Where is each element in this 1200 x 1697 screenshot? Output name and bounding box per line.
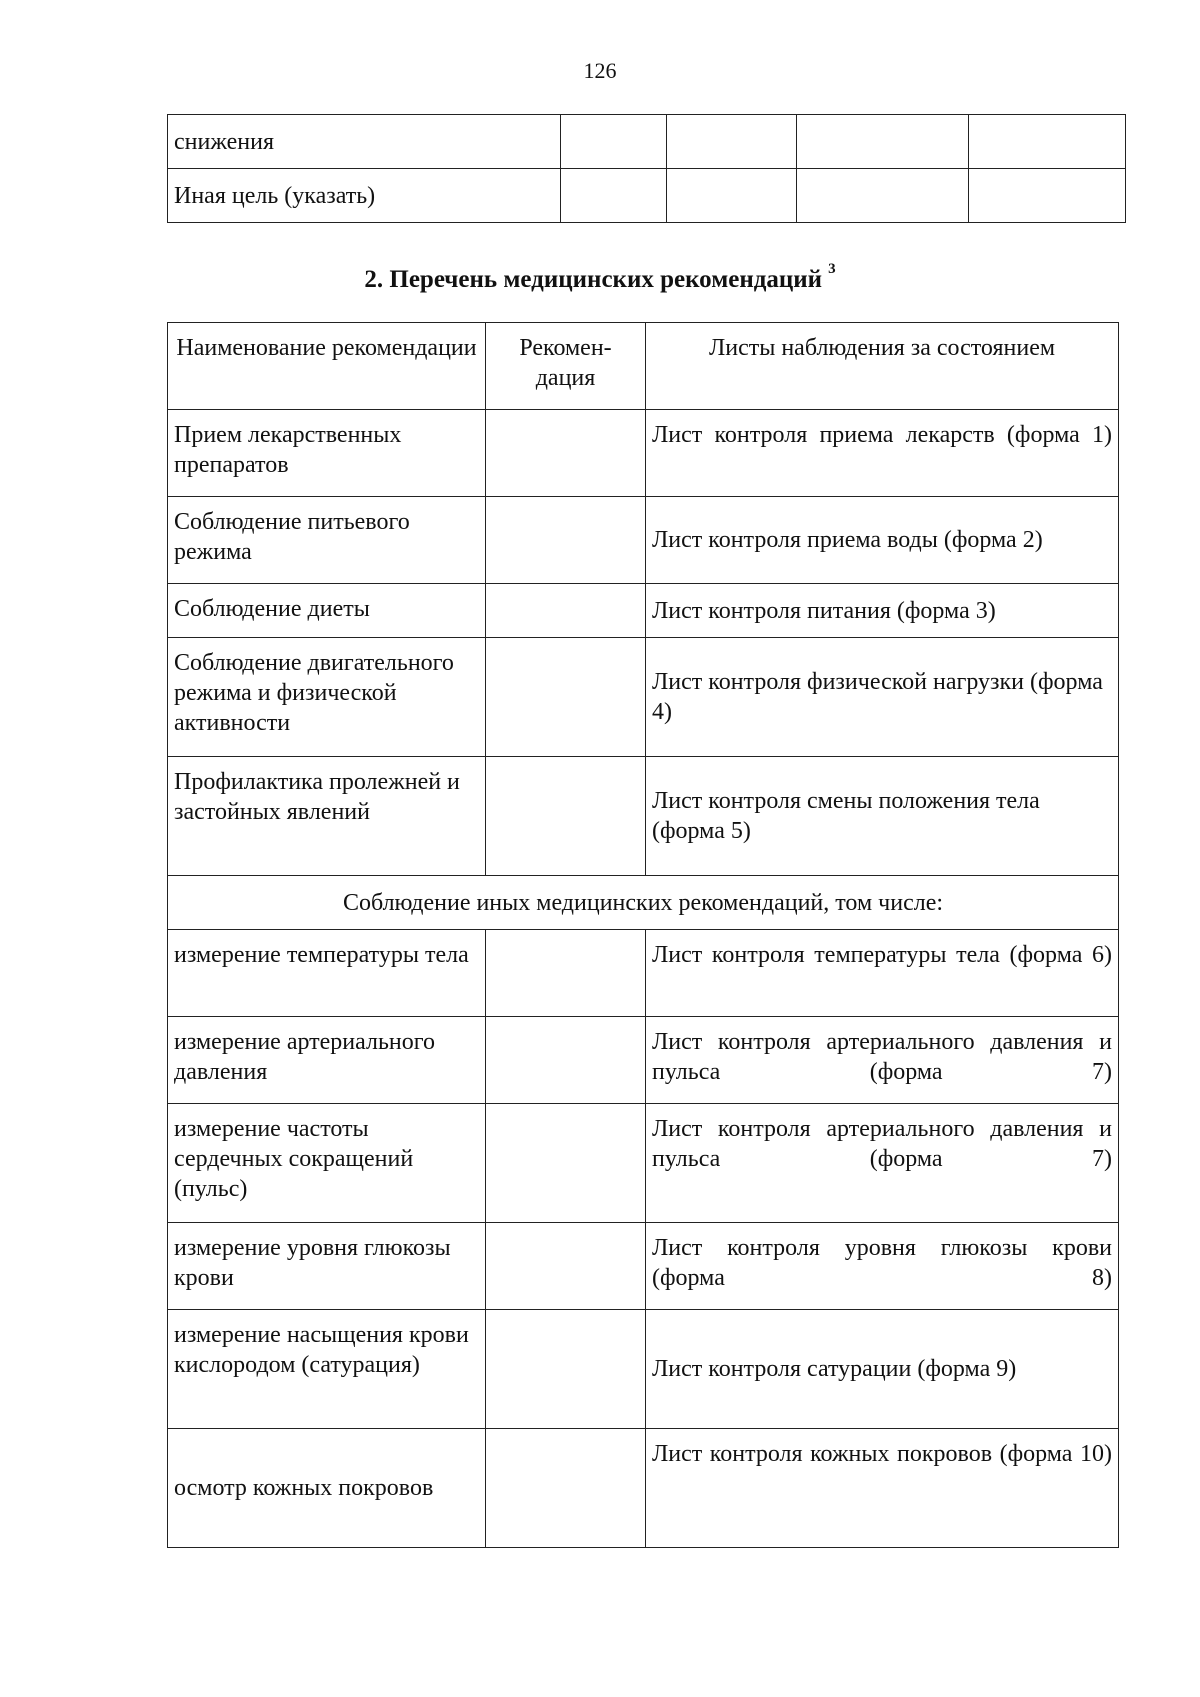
table-row [168, 1310, 1119, 1429]
observation-sheet: Лист контроля артериального давления и пульса (форма 7) [646, 1017, 1119, 1104]
section-title [0, 254, 1200, 295]
table-cell[interactable] [667, 115, 797, 169]
header-recommendation: Рекомен-дация [486, 323, 646, 410]
section-row-label: Соблюдение иных медицинских рекомендаций, том числе: [168, 876, 1119, 930]
recommendation-value-cell[interactable] [486, 497, 646, 584]
table-row [168, 584, 1119, 638]
observation-sheet: Лист контроля питания (форма 3) [646, 584, 1119, 638]
recommendation-value-cell[interactable] [486, 410, 646, 497]
table-row [168, 410, 1119, 497]
recommendation-name: Соблюдение диеты [168, 584, 486, 638]
observation-sheet: Лист контроля артериального давления и пульса (форма 7) [646, 1104, 1119, 1223]
header-name: Наименование рекомендации [168, 323, 486, 410]
observation-sheet: Лист контроля температуры тела (форма 6) [646, 930, 1119, 1017]
table-row [168, 1223, 1119, 1310]
table-row [168, 1429, 1119, 1548]
table-cell[interactable] [797, 115, 969, 169]
section-title-text: 2. Перечень медицинских рекомендаций [364, 266, 823, 293]
goals-table-continued [167, 114, 1126, 223]
recommendation-value-cell[interactable] [486, 1429, 646, 1548]
recommendation-value-cell[interactable] [486, 930, 646, 1017]
table-row [168, 169, 1126, 223]
recommendation-value-cell[interactable] [486, 1310, 646, 1429]
recommendation-value-cell[interactable] [486, 1223, 646, 1310]
table-header-row [168, 323, 1119, 410]
recommendation-name: измерение артериального давления [168, 1017, 486, 1104]
footnote-marker: 3 [828, 261, 836, 277]
recommendation-name: измерение частоты сердечных сокращений (пульс) [168, 1104, 486, 1223]
recommendation-name: измерение уровня глюкозы крови [168, 1223, 486, 1310]
recommendation-name: Профилактика пролежней и застойных явлений [168, 757, 486, 876]
table-row [168, 757, 1119, 876]
page-number: 126 [583, 58, 617, 83]
observation-sheet: Лист контроля приема лекарств (форма 1) [646, 410, 1119, 497]
recommendation-name: Соблюдение питьевого режима [168, 497, 486, 584]
observation-sheet: Лист контроля приема воды (форма 2) [646, 497, 1119, 584]
table-row [168, 497, 1119, 584]
recommendation-name: Соблюдение двигательного режима и физической активности [168, 638, 486, 757]
goal-label: снижения [168, 115, 561, 169]
table-cell[interactable] [561, 115, 667, 169]
table-cell[interactable] [797, 169, 969, 223]
header-sheets: Листы наблюдения за состоянием [646, 323, 1119, 410]
observation-sheet: Лист контроля кожных покровов (форма 10) [646, 1429, 1119, 1548]
recommendations-table [167, 322, 1119, 1548]
recommendation-value-cell[interactable] [486, 638, 646, 757]
table-section-row [168, 876, 1119, 930]
table-cell[interactable] [969, 115, 1126, 169]
recommendation-value-cell[interactable] [486, 757, 646, 876]
recommendation-value-cell[interactable] [486, 1017, 646, 1104]
recommendation-name: измерение насыщения крови кислородом (сатурация) [168, 1310, 486, 1429]
recommendation-value-cell[interactable] [486, 1104, 646, 1223]
observation-sheet: Лист контроля уровня глюкозы крови (форма 8) [646, 1223, 1119, 1310]
table-row [168, 115, 1126, 169]
table-row [168, 930, 1119, 1017]
table-cell[interactable] [969, 169, 1126, 223]
recommendation-name: Прием лекарственных препаратов [168, 410, 486, 497]
recommendation-name: осмотр кожных покровов [168, 1429, 486, 1548]
observation-sheet: Лист контроля физической нагрузки (форма 4) [646, 638, 1119, 757]
observation-sheet: Лист контроля смены положения тела (форма 5) [646, 757, 1119, 876]
table-row [168, 638, 1119, 757]
goal-label: Иная цель (указать) [168, 169, 561, 223]
table-cell[interactable] [667, 169, 797, 223]
table-cell[interactable] [561, 169, 667, 223]
recommendation-value-cell[interactable] [486, 584, 646, 638]
table-row [168, 1104, 1119, 1223]
recommendation-name: измерение температуры тела [168, 930, 486, 1017]
table-row [168, 1017, 1119, 1104]
observation-sheet: Лист контроля сатурации (форма 9) [646, 1310, 1119, 1429]
